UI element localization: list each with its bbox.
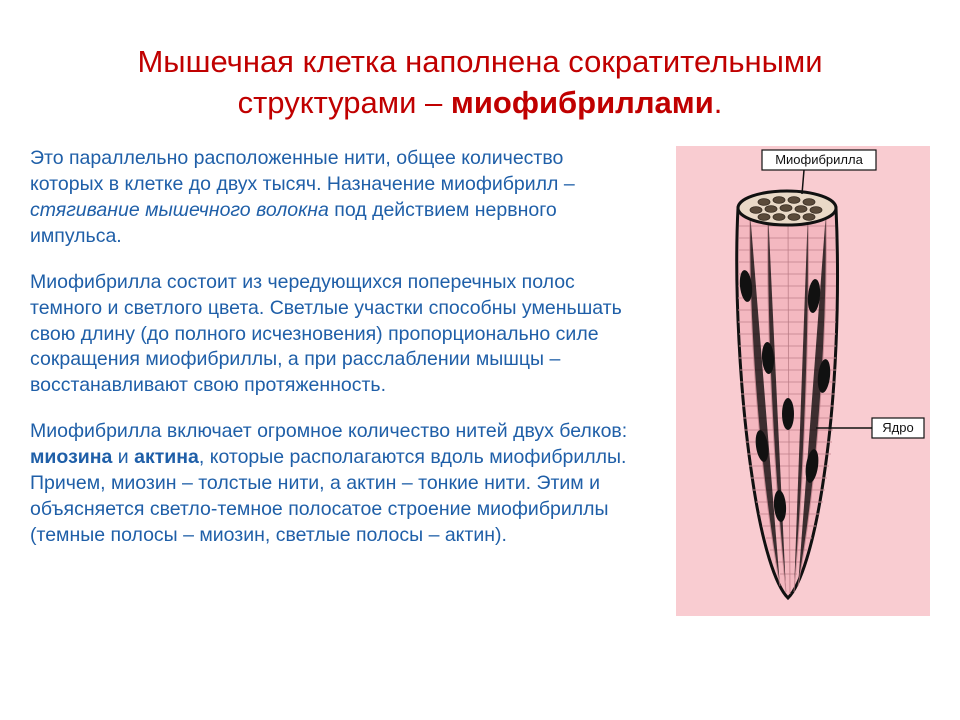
body-text-column	[30, 146, 640, 569]
paragraph-3	[30, 419, 640, 549]
title-line-2-pre: структурами –	[237, 84, 451, 120]
label-myofibril	[762, 150, 876, 194]
p3-term-actin: актина	[134, 446, 199, 469]
p3-seg-5: , которые располагаются вдоль миофибриллы. Причем, миозин – толстые нити, а актин – тонкие нити. Этим и объясняется светло-темное полосатое строение миофибриллы (темные полосы – миозин, светлые полосы – актин).	[30, 446, 627, 546]
p3-seg-1: Миофибрилла включает огромное количество нитей двух белков:	[30, 420, 628, 443]
label-myofibril-text: Миофибрилла	[775, 152, 863, 167]
muscle-fiber-figure	[676, 146, 930, 616]
paragraph-2	[30, 270, 640, 400]
p2-seg-1: Миофибрилла состоит из чередующихся поперечных полос темного и светлого цвета. Светлые участки способны уменьшать свою длину (до полного исчезновения) пропорционально силе сокращения миофибриллы, а при расслаблении мышцы – восстанавливают свою протяженность.	[30, 270, 622, 397]
p1-seg-3: под действием нервного импульса.	[30, 198, 557, 247]
fiber-cut-face	[738, 191, 836, 225]
title-line-1: Мышечная клетка наполнена сократительными	[137, 44, 823, 79]
p3-term-myosin: миозина	[30, 446, 113, 469]
page-title	[40, 42, 920, 124]
p1-seg-1: Это параллельно расположенные нити, общее количество которых в клетке до двух тысяч. Назначение миофибрилл –	[30, 147, 575, 195]
title-line-2-post: .	[713, 84, 723, 120]
p1-seg-2-italic: стягивание мышечного волокна	[30, 198, 329, 221]
label-nucleus-text: Ядро	[882, 420, 914, 435]
title-accent-term: миофибриллами	[450, 84, 714, 120]
paragraph-1	[30, 146, 640, 250]
p3-seg-3: и	[112, 446, 135, 469]
muscle-fiber-diagram	[676, 146, 930, 616]
